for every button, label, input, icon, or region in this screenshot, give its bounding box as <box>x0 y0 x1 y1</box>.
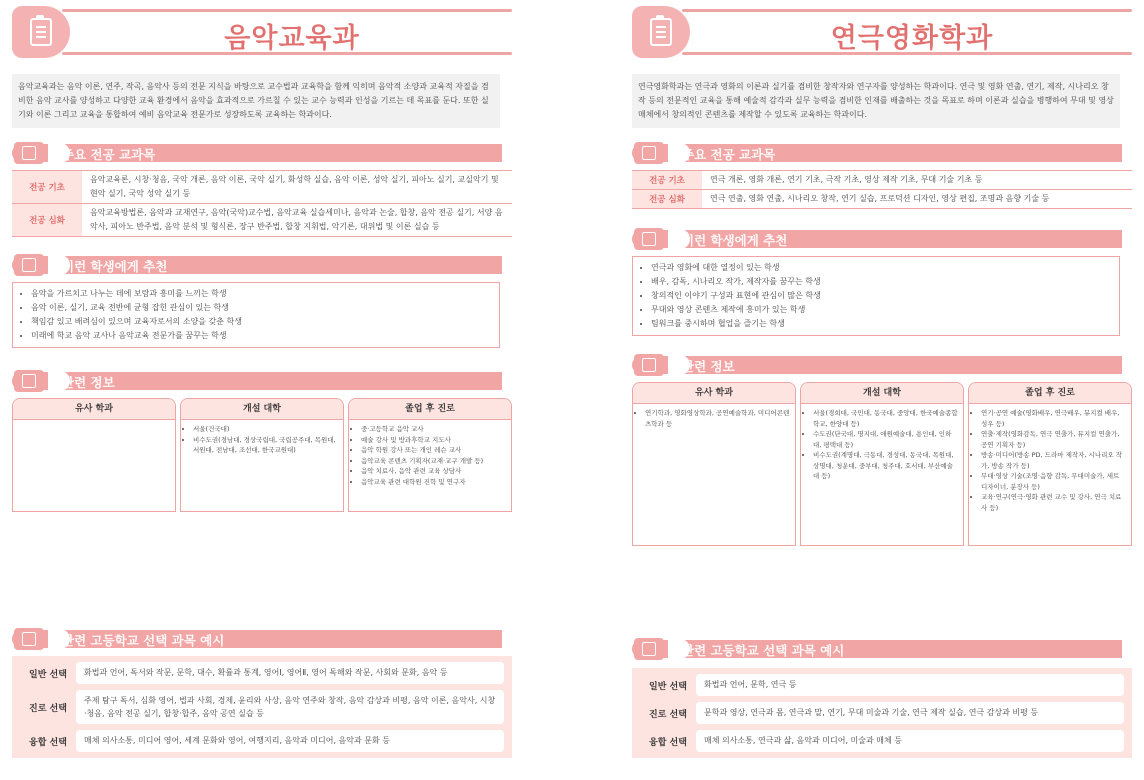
subjects-table <box>12 170 512 237</box>
list-item: • 팀워크를 중시하며 협업을 즐기는 학생 <box>651 317 1111 331</box>
list-item: • 배우, 감독, 시나리오 작가, 제작자를 꿈꾸는 학생 <box>651 275 1111 289</box>
info-column-careers: 졸업 후 진로 • 중·고등학교 음악 교사 • 예술 강사 및 방과후학교 지도사 • 음악 학원 강사 또는 개인 레슨 교사 • 음악교육 콘텐츠 기획자(교재·교구 개발 등) • 음악 치료사, 음악 관련 교육 상담사 • 음악교육 관련 대학원 진학 및 연구자 <box>348 398 512 512</box>
page-header <box>12 6 512 60</box>
chart-icon <box>14 370 44 392</box>
table-row: 진로 선택 문학과 영상, 연극과 몸, 연극과 말, 연기, 무대 미술과 기술, 연극 제작 실습, 연극 감상과 비평 등 <box>640 702 1124 724</box>
book-icon <box>14 628 44 650</box>
section-header-subjects: 주요 전공 교과목 <box>632 142 1132 162</box>
subjects-table <box>632 170 1132 209</box>
page-title: 음악교육과 <box>224 23 360 54</box>
list-item: • 수도권(단국대, 명지대, 애원예술대, 용인대, 인하대, 평택대 등) <box>813 429 959 450</box>
list-item: • 무대와 영상 콘텐츠 제작에 흥미가 있는 학생 <box>651 303 1111 317</box>
section-header-info: 관련 정보 <box>632 354 1132 374</box>
list-item: • 예술 강사 및 방과후학교 지도사 <box>361 435 507 446</box>
list-item: • 연기학과, 영화영상학과, 공연예술학과, 미디어콘텐츠학과 등 <box>645 408 791 429</box>
info-column-universities: 개설 대학 • 서울(건국대) • 비수도권(경남대, 경상국립대, 국립공주대, 목원대, 서원대, 전남대, 조선대, 한국교원대) <box>180 398 344 512</box>
row-key: 전공 심화 <box>12 204 82 236</box>
book-icon <box>634 638 664 660</box>
row-value: 연극 연출, 영화 연출, 시나리오 창작, 연기 실습, 프로덕션 디자인, 영상 편집, 조명과 음향 기술 등 <box>710 194 1050 203</box>
table-row: 일반 선택 화법과 언어, 문학, 연극 등 <box>640 674 1124 696</box>
list-item: • 음악 학원 강사 또는 개인 레슨 교사 <box>361 445 507 456</box>
list-item: • 음악을 가르치고 나누는 데에 보람과 흥미를 느끼는 학생 <box>31 287 491 301</box>
table-row: 융합 선택 매체 의사소통, 미디어 영어, 세계 문화와 영어, 여행지리, 음악과 미디어, 음악과 문화 등 <box>20 730 504 752</box>
list-item: • 방송·미디어(방송 PD, 드라마 제작자, 시나리오 작가, 방송 작가 등) <box>981 450 1127 471</box>
page-header <box>632 6 1132 60</box>
info-columns <box>12 398 512 512</box>
section-header-info: 관련 정보 <box>12 370 512 390</box>
table-row <box>12 203 512 236</box>
row-key: 전공 심화 <box>632 190 702 208</box>
clipboard-icon <box>632 6 690 58</box>
list-item: • 서울(경희대, 국민대, 동국대, 중앙대, 한국예술종합학교, 한양대 등) <box>813 408 959 429</box>
list-item: • 비수도권(경남대, 경상국립대, 국립공주대, 목원대, 서원대, 전남대, 조선대, 한국교원대) <box>193 435 339 456</box>
row-key: 전공 기초 <box>12 171 82 203</box>
info-column-careers: 졸업 후 진로 • 연기·공연 예술(영화배우, 연극배우, 뮤지컬 배우, 성우 등) • 연출·제작(영화감독, 연극 연출가, 뮤지컬 연출가, 공연 기획자 등) • 방송·미디어(방송 PD, 드라마 제작자, 시나리오 작가, 방송 작가 등) • 무대·영상 기술(조명·음향 감독, 무대미술가, 세트 디자이너, 분장사 등) • 교육·연구(연극·영화 관련 교수 및 강사, 연극 치료사 등) <box>968 382 1132 546</box>
section-header-highschool: 관련 고등학교 선택 과목 예시 <box>632 638 1132 658</box>
table-row <box>632 171 1132 189</box>
list-item: • 교육·연구(연극·영화 관련 교수 및 강사, 연극 치료사 등) <box>981 492 1127 513</box>
intro-text: 연극영화학과는 연극과 영화의 이론과 실기를 겸비한 창작자와 연구자를 양성하는 학과이다. 연극 및 영화 연출, 연기, 제작, 시나리오 창작 등의 전문적인 교육을 통해 예술적 감각과 실무 능력을 겸비한 인재를 배출하는 것을 목표로 하며 이론과 실습을 병행하여 무대 및 영상 매체에서 창의적인 콘텐츠를 제작할 수 있도록 교육하는 학과이다. <box>632 74 1120 128</box>
header-rule <box>682 9 1132 12</box>
monitor-icon <box>14 254 44 276</box>
info-column-similar: 유사 학과 <box>12 398 176 512</box>
list-item: • 미래에 학교 음악 교사나 음악교육 전문가를 꿈꾸는 학생 <box>31 329 491 343</box>
section-header-recommend: 이런 학생에게 추천 <box>632 228 1132 248</box>
section-header-subjects: 주요 전공 교과목 <box>12 142 512 162</box>
list-item: • 연출·제작(영화감독, 연극 연출가, 뮤지컬 연출가, 공연 기획자 등) <box>981 429 1127 450</box>
chart-icon <box>634 354 664 376</box>
page-theater-film <box>632 0 1132 780</box>
notebook-icon <box>14 142 44 164</box>
recommend-box <box>632 256 1120 336</box>
info-column-universities: 개설 대학 • 서울(경희대, 국민대, 동국대, 중앙대, 한국예술종합학교, 한양대 등) • 수도권(단국대, 명지대, 애원예술대, 용인대, 인하대, 평택대 등) • 비수도권(계명대, 극동대, 경성대, 동국대, 목원대, 상명대, 청운대, 중부대, 청주대, 호서대, 부산예술대 등) <box>800 382 964 546</box>
row-value: 음악교육방법론, 음악과 교재연구, 음악(국악)교수법, 음악교육 실습세미나, 음악과 논술, 합창, 음악 전공 실기, 서양 음악사, 피아노 반주법, 음악 분석 및 형식론, 장구 반주법, 합창 지휘법, 악기론, 대위법 및 이론 실습 등 <box>90 208 503 231</box>
info-columns <box>632 382 1132 546</box>
list-item: • 음악 치료사, 음악 관련 교육 상담사 <box>361 466 507 477</box>
list-item: • 음악 이론, 실기, 교육 전반에 균형 잡힌 관심이 있는 학생 <box>31 301 491 315</box>
list-item: • 책임감 있고 배려심이 있으며 교육자로서의 소양을 갖춘 학생 <box>31 315 491 329</box>
header-rule <box>62 9 512 12</box>
page-music-education <box>12 0 512 780</box>
page-title: 연극영화학과 <box>830 23 994 54</box>
intro-text: 음악교육과는 음악 이론, 연주, 작곡, 음악사 등의 전문 지식을 바탕으로 교수법과 교육학을 함께 익히며 음악적 소양과 교육적 자질을 겸비한 음악 교사를 양성하고 다양한 교육 환경에서 음악을 효과적으로 가르칠 수 있는 교수 능력과 인성을 기르는 데 목표를 둔다. 또한 실기와 이론 그리고 교육을 통합하여 예비 음악교육 전문가로 성장하도록 교육하는 학과이다. <box>12 74 500 128</box>
list-item: • 음악교육 관련 대학원 진학 및 연구자 <box>361 477 507 488</box>
table-row: 일반 선택 화법과 언어, 독서와 작문, 문학, 대수, 확률과 통계, 영어Ⅰ, 영어Ⅱ, 영어 독해와 작문, 사회와 문화, 음악 등 <box>20 662 504 684</box>
row-value: 연극 개론, 영화 개론, 연기 기초, 극작 기초, 영상 제작 기초, 무대 기술 기초 등 <box>710 175 983 184</box>
section-header-highschool: 관련 고등학교 선택 과목 예시 <box>12 628 512 648</box>
table-row <box>12 171 512 203</box>
list-item: • 연극과 영화에 대한 열정이 있는 학생 <box>651 261 1111 275</box>
list-item: • 중·고등학교 음악 교사 <box>361 424 507 435</box>
monitor-icon <box>634 228 664 250</box>
list-item: • 서울(건국대) <box>193 424 339 435</box>
notebook-icon <box>634 142 664 164</box>
row-key: 전공 기초 <box>632 171 702 189</box>
recommend-box <box>12 282 500 348</box>
info-column-similar: 유사 학과 • 연기학과, 영화영상학과, 공연예술학과, 미디어콘텐츠학과 등 <box>632 382 796 546</box>
highschool-block <box>12 656 512 758</box>
list-item: • 연기·공연 예술(영화배우, 연극배우, 뮤지컬 배우, 성우 등) <box>981 408 1127 429</box>
table-row: 융합 선택 매체 의사소통, 연극과 삶, 음악과 미디어, 미술과 매체 등 <box>640 730 1124 752</box>
row-value: 음악교육론, 시창·청음, 국악 개론, 음악 이론, 국악 실기, 화성학 실습, 음악 이론, 성악 실기, 피아노 실기, 교실악기 및 현악 실기, 국악 성악 실기 등 <box>90 175 499 198</box>
list-item: • 창의적인 이야기 구성과 표현에 관심이 많은 학생 <box>651 289 1111 303</box>
table-row <box>632 189 1132 208</box>
highschool-block <box>632 668 1132 758</box>
section-header-recommend: 이런 학생에게 추천 <box>12 254 512 274</box>
clipboard-icon <box>12 6 70 58</box>
list-item: • 음악교육 콘텐츠 기획자(교재·교구 개발 등) <box>361 456 507 467</box>
list-item: • 무대·영상 기술(조명·음향 감독, 무대미술가, 세트 디자이너, 분장사 등) <box>981 471 1127 492</box>
table-row: 진로 선택 주제 탐구 독서, 심화 영어, 법과 사회, 경제, 윤리와 사상, 음악 연주와 창작, 음악 감상과 비평, 음악 이론, 음악사, 시창·청음, 음악 전공 실기, 합창·합주, 음악 공연 실습 등 <box>20 690 504 724</box>
list-item: • 비수도권(계명대, 극동대, 경성대, 동국대, 목원대, 상명대, 청운대, 중부대, 청주대, 호서대, 부산예술대 등) <box>813 450 959 482</box>
